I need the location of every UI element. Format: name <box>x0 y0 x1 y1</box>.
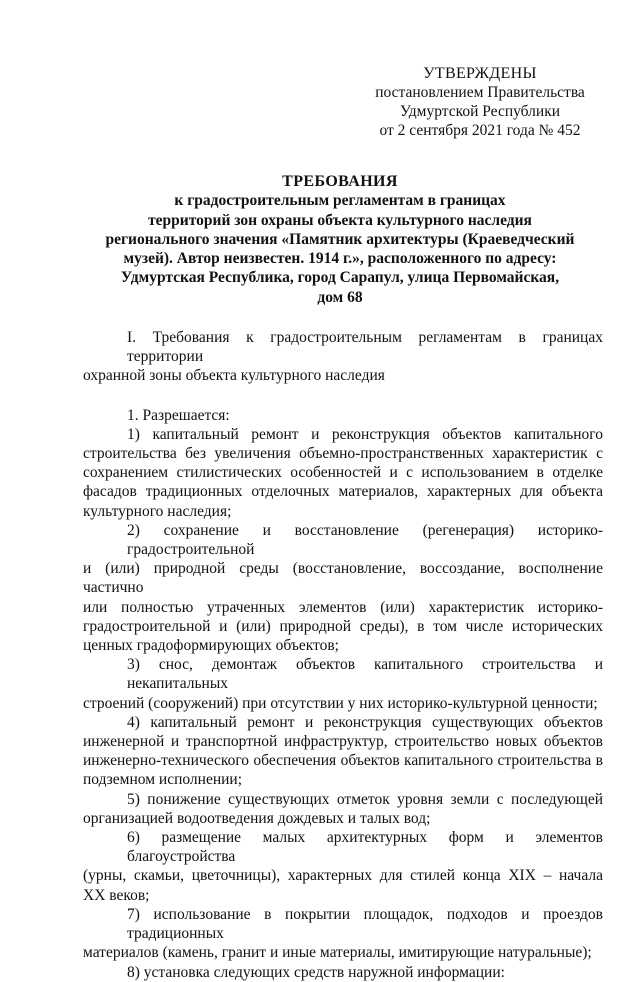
document-heading <box>60 172 620 307</box>
item-line: или полностью утраченных элементов (или) характеристик историко- <box>83 598 603 616</box>
item-line: сохранением стилистических особенностей и с использованием в отделке <box>83 464 603 482</box>
item-line: и (или) природной среды (восстановление, воссоздание, восполнение частично <box>83 560 603 597</box>
item-line: организацией водоотведения дождевых и талых вод; <box>83 809 431 827</box>
heading-line: дом 68 <box>317 288 363 306</box>
item-line: фасадов традиционных отделочных материалов, характерных для объекта <box>83 483 603 501</box>
section-title-line-2: охранной зоны объекта культурного наследия <box>83 367 385 385</box>
item-line: материалов (камень, гранит и иные материалы, имитирующие натуральные); <box>83 944 592 962</box>
item-line: строений (сооружений) при отсутствии у них историко-культурной ценности; <box>83 694 598 712</box>
item-line: ценных градоформирующих объектов; <box>83 637 339 655</box>
approval-line-3: от 2 сентября 2021 года № 452 <box>379 122 581 139</box>
approval-line-1: постановлением Правительства <box>375 84 585 101</box>
list-item <box>83 713 603 790</box>
item-line: градостроительной и (или) природной среды), в том числе исторических <box>83 617 603 635</box>
approval-line-2: Удмуртской Республики <box>399 103 561 120</box>
allowed-intro-text: 1. Разрешается: <box>127 406 230 424</box>
heading-line: Удмуртская Республика, город Сарапул, улица Первомайская, <box>120 269 560 287</box>
heading-line: музей). Автор неизвестен. 1914 г.», расположенного по адресу: <box>123 250 557 268</box>
heading-line: регионального значения «Памятник архитектуры (Краеведческий <box>105 230 575 248</box>
item-line: (урны, скамьи, цветочницы), характерных для стилей конца XIX – начала <box>83 867 603 885</box>
item-line: 5) понижение существующих отметок уровня земли с последующей <box>127 790 603 808</box>
list-item <box>83 790 603 828</box>
approval-stamp-block <box>360 64 600 140</box>
item-line: 7) использование в покрытии площадок, подходов и проездов традиционных <box>127 905 603 943</box>
item-line: инженерной и транспортной инфраструктур, строительство новых объектов <box>83 733 603 751</box>
document-body <box>83 328 603 982</box>
item-line: XX веков; <box>83 886 150 904</box>
item-line: подземном исполнении; <box>83 771 243 789</box>
list-item <box>83 425 603 521</box>
item-line: культурного наследия; <box>83 502 232 520</box>
item-line: 1) капитальный ремонт и реконструкция объектов капитального <box>127 425 603 443</box>
heading-title: ТРЕБОВАНИЯ <box>282 173 398 190</box>
heading-line: территорий зон охраны объекта культурного наследия <box>148 211 532 229</box>
item-line: 2) сохранение и восстановление (регенерация) историко-градостроительной <box>127 521 603 559</box>
item-line: 8) установка следующих средств наружной информации: <box>127 963 505 981</box>
list-item <box>83 655 603 713</box>
item-line: строительства без увеличения объемно-пространственных характеристик с <box>83 445 603 463</box>
list-item <box>83 905 603 963</box>
item-line: 3) снос, демонтаж объектов капитального строительства и некапитальных <box>127 656 603 693</box>
section-title-line-1: I. Требования к градостроительным регламентам в границах территории <box>127 329 603 366</box>
item-line: 6) размещение малых архитектурных форм и элементов благоустройства <box>127 829 603 866</box>
heading-line: к градостроительным регламентам в границах <box>174 192 506 210</box>
item-line: 4) капитальный ремонт и реконструкция существующих объектов <box>127 713 603 731</box>
list-item <box>83 521 603 655</box>
approval-title: УТВЕРЖДЕНЫ <box>423 65 537 82</box>
list-item <box>83 828 603 905</box>
allowed-intro <box>83 406 603 425</box>
section-title <box>83 328 603 386</box>
list-item <box>83 963 603 982</box>
item-line: инженерно-технического обеспечения объектов капитального строительства в <box>83 752 603 770</box>
